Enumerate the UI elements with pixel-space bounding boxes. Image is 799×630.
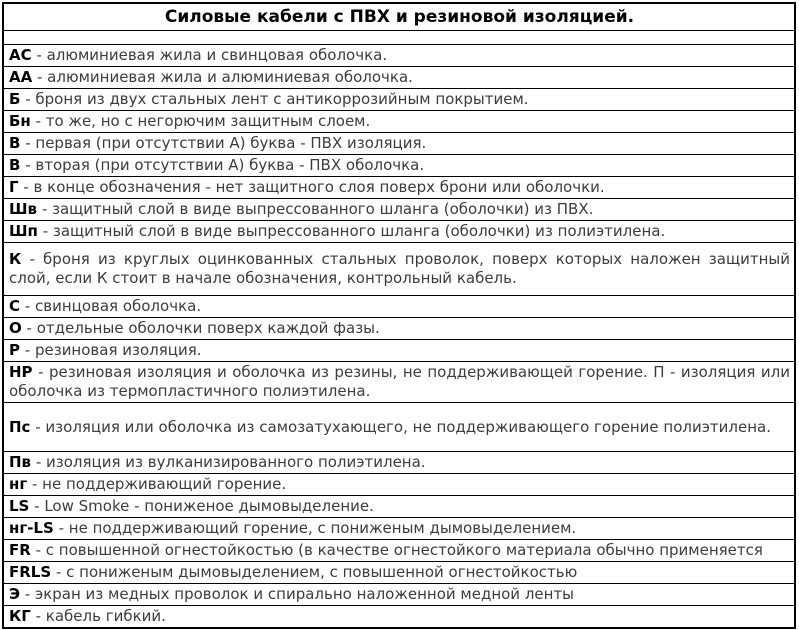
cable-code: КГ [9,607,31,625]
table-row [3,474,795,496]
table-row [3,606,795,629]
cable-code: Р [9,341,20,359]
cable-description: - Low Smoke - пониженое дымовыделение. [34,497,374,515]
cable-code: АС [9,46,32,64]
table-row [3,584,795,606]
table-row [3,496,795,518]
table-row [3,562,795,584]
table-row [3,243,795,296]
cable-code: НР [9,363,33,381]
table-row [3,452,795,474]
cable-description: - резиновая изоляция. [24,341,202,359]
cable-code: Шп [9,222,38,240]
cable-code: О [9,319,22,337]
cable-code: Бн [9,112,31,130]
cable-description: - защитный слой в виде выпрессованного шланга (оболочки) из ПВХ. [41,200,594,218]
cable-code: LS [9,497,30,515]
cable-code: Э [9,585,21,603]
cable-description: - изоляция или оболочка из самозатухающего, не поддерживающего горение полиэтилена. [35,417,772,436]
cable-description: - защитный слой в виде выпрессованного шланга (оболочки) из полиэтилена. [42,222,666,240]
cable-code: нг-LS [9,519,54,537]
cable-description: - отдельные оболочки поверх каждой фазы. [26,319,380,337]
cable-description: - алюминиевая жила и алюминиевая оболочка. [37,68,413,86]
cable-description: - первая (при отсутствии А) буква - ПВХ изоляция. [25,134,427,152]
table-row [3,318,795,340]
table-row [3,199,795,221]
cable-code: Б [9,90,21,108]
cable-code: АА [9,68,33,86]
table-title-row [3,3,795,31]
table-row [3,403,795,452]
page-title: Силовые кабели с ПВХ и резиновой изоляцией. [3,3,795,31]
table-row [3,296,795,318]
spacer-cell [3,31,795,45]
cable-code: В [9,134,21,152]
cable-description: - кабель гибкий. [35,607,166,625]
table-row [3,518,795,540]
cable-code: С [9,297,21,315]
cable-description: - в конце обозначения - нет защитного слоя поверх брони или оболочки. [23,178,605,196]
cable-description: - не поддерживающий горение, с пониженым дымовыделением. [58,519,577,537]
table-row [3,45,795,67]
table-row [3,67,795,89]
table-row [3,540,795,562]
cable-description: - с пониженым дымовыделением, с повышенной огнестойкостью [55,563,578,581]
cable-marking-table [2,2,796,629]
spacer-row [3,31,795,45]
table-row [3,89,795,111]
cable-code: Пс [9,417,31,436]
cable-description: - экран из медных проволок и спирально наложенной медной ленты [24,585,575,603]
cable-code: Г [9,178,19,196]
cable-description: - вторая (при отсутствии А) буква - ПВХ оболочка. [25,156,425,174]
table-row [3,133,795,155]
cable-description: - не поддерживающий горение. [31,475,287,493]
cable-description: - изоляция из вулканизированного полиэтилена. [35,453,426,471]
cable-code: нг [9,475,28,493]
cable-description: - алюминиевая жила и свинцовая оболочка. [36,46,388,64]
table-row [3,177,795,199]
cable-description: - то же, но с негорючим защитным слоем. [35,112,371,130]
cable-description: - броня из двух стальных лент с антикоррозийным покрытием. [25,90,529,108]
cable-code: FRLS [9,563,52,581]
cable-code: Пв [9,453,32,471]
cable-description: - резиновая изоляция и оболочка из резины, не поддерживающей горение. П - изоляция или оболочка из термопластичного полиэтилена. [9,363,790,400]
table-row [3,111,795,133]
table-row [3,340,795,362]
cable-code: FR [9,541,31,559]
cable-code: К [9,250,22,268]
cable-description: - броня из круглых оцинкованных стальных проволок, поверх которых наложен защитный слой, если К стоит в начале обозначения, контрольный кабель. [9,250,790,287]
cable-description: - с повышенной огнестойкостью (в качестве огнестойкого материала обычно применяется [35,541,763,559]
cable-code: В [9,156,21,174]
cable-code: Шв [9,200,38,218]
cable-description: - свинцовая оболочка. [24,297,202,315]
table-row [3,221,795,243]
table-row [3,362,795,403]
table-row [3,155,795,177]
